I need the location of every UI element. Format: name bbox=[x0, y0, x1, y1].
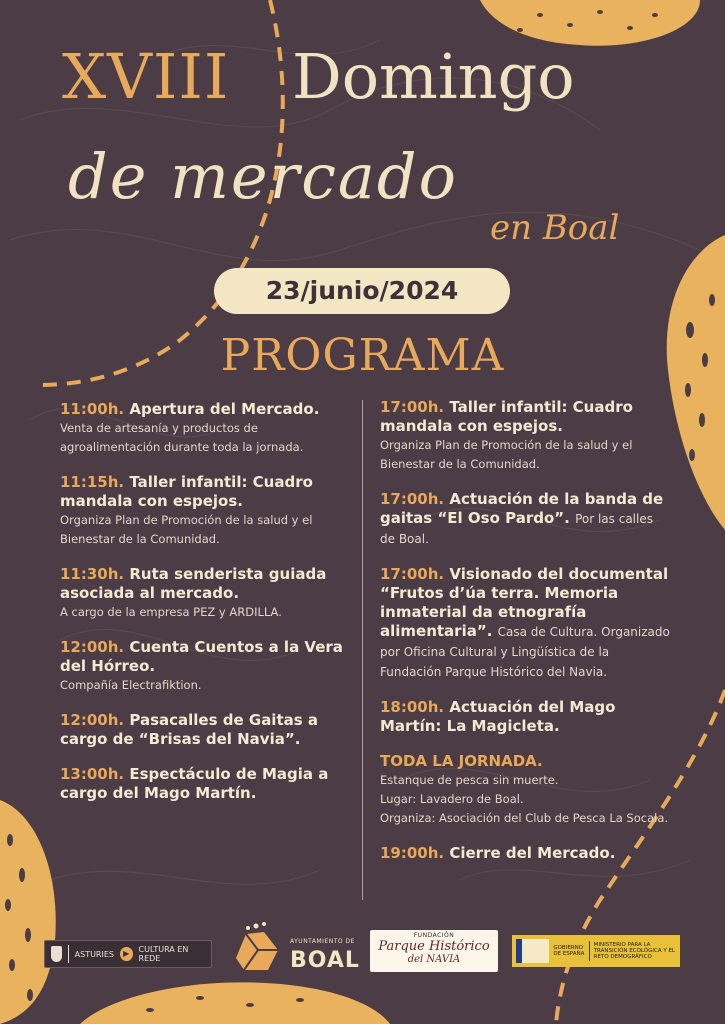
right-column bbox=[380, 398, 670, 879]
entry-description: Venta de artesanía y productos de agroalimentación durante toda la jornada. bbox=[60, 421, 304, 454]
ministerio-logo bbox=[512, 935, 680, 967]
entry-title: Ruta senderista guiada asociada al mercado. bbox=[60, 565, 327, 602]
play-icon: ▶ bbox=[120, 947, 133, 961]
divider bbox=[589, 941, 590, 961]
entry-time: 17:00h. bbox=[380, 398, 445, 416]
horreo-icon bbox=[228, 920, 288, 980]
asturies-label: ASTURIES bbox=[74, 949, 114, 959]
boal-logo bbox=[228, 920, 358, 980]
fundacion-label: FUNDACIÓN bbox=[413, 932, 455, 939]
ministerio-label: MINISTERIO PARA LA TRANSICIÓN ECOLÓGICA Y EL RETO DEMOGRÁFICO bbox=[593, 942, 675, 960]
navia-label: del NAVIA bbox=[407, 954, 461, 965]
entry-title: Espectáculo de Magia a cargo del Mago Martín. bbox=[60, 765, 329, 802]
entry-description: Lugar: Lavadero de Boal. bbox=[380, 792, 524, 806]
entry-time: 17:00h. bbox=[380, 490, 445, 508]
program-entry bbox=[380, 398, 670, 474]
entry-title: Pasacalles de Gaitas a cargo de “Brisas del Navia”. bbox=[60, 711, 319, 748]
program-entry bbox=[380, 490, 670, 549]
entry-time: 12:00h. bbox=[60, 711, 125, 729]
entry-time: 18:00h. bbox=[380, 698, 445, 716]
entry-time: 11:30h. bbox=[60, 565, 125, 583]
entry-title: Cierre del Mercado. bbox=[449, 844, 616, 862]
entry-description: Organiza Plan de Promoción de la salud y el Bienestar de la Comunidad. bbox=[60, 513, 313, 546]
entry-time: 17:00h. bbox=[380, 565, 445, 583]
title-en-boal: en Boal bbox=[490, 208, 620, 248]
program-entry bbox=[60, 765, 350, 803]
entry-title: Apertura del Mercado. bbox=[129, 400, 320, 418]
boal-wordmark: BOAL bbox=[290, 948, 360, 973]
entry-time: 13:00h. bbox=[60, 765, 125, 783]
all-day-label: TODA LA JORNADA. bbox=[380, 752, 543, 770]
entry-description: Organiza: Asociación del Club de Pesca La Socala. bbox=[380, 811, 669, 825]
program-entry bbox=[60, 638, 350, 695]
entry-description: Por las calles de Boal. bbox=[380, 512, 653, 546]
entry-time: 19:00h. bbox=[380, 844, 445, 862]
title-domingo: Domingo bbox=[292, 40, 575, 113]
entry-title: Cuenta Cuentos a la Vera del Hórreo. bbox=[60, 638, 343, 675]
divider bbox=[68, 945, 69, 963]
program-entry bbox=[60, 565, 350, 622]
entry-title: Actuación del Mago Martín: La Magicleta. bbox=[380, 698, 616, 735]
ayuntamiento-label: AYUNTAMIENTO DE bbox=[290, 938, 355, 945]
program-entry bbox=[380, 565, 670, 682]
entry-time: 12:00h. bbox=[60, 638, 125, 656]
title-script: de mercado bbox=[68, 140, 458, 213]
program-entry bbox=[60, 473, 350, 549]
program-entry bbox=[380, 844, 670, 863]
parque-historico-label: Parque Histórico bbox=[378, 939, 490, 954]
entry-description: Estanque de pesca sin muerte. bbox=[380, 773, 559, 787]
spain-emblem-icon bbox=[516, 939, 549, 963]
fundacion-logo bbox=[370, 930, 498, 972]
entry-description: Organiza Plan de Promoción de la salud y el Bienestar de la Comunidad. bbox=[380, 438, 633, 471]
coat-of-arms-icon bbox=[51, 946, 62, 962]
asturies-cultura-logo bbox=[44, 940, 212, 968]
left-column bbox=[60, 400, 350, 819]
entry-description: Casa de Cultura. Organizado por Oficina Cultural y Lingüística de la Fundación Parque Histórico del Navia. bbox=[380, 625, 670, 679]
programa-heading: PROGRAMA bbox=[220, 330, 505, 381]
program-entry bbox=[380, 698, 670, 736]
entry-description: A cargo de la empresa PEZ y ARDILLA. bbox=[60, 605, 282, 619]
date-pill: 23/junio/2024 bbox=[214, 268, 510, 314]
gobierno-label: GOBIERNO DE ESPAÑA bbox=[553, 945, 585, 957]
column-divider bbox=[362, 400, 363, 900]
cultura-label: CULTURA EN REDE bbox=[138, 945, 189, 963]
entry-title: Visionado del documental “Frutos d’úa terra. Memoria inmaterial da etnografía alimentaria”. bbox=[380, 565, 669, 640]
all-day-entry bbox=[380, 752, 670, 828]
entry-title: Taller infantil: Cuadro mandala con espejos. bbox=[60, 473, 313, 510]
title-roman-numeral: XVIII bbox=[62, 40, 230, 113]
entry-title: Taller infantil: Cuadro mandala con espejos. bbox=[380, 398, 633, 435]
entry-description: Compañía Electrafiktion. bbox=[60, 678, 202, 692]
program-entry bbox=[60, 711, 350, 749]
entry-title: Actuación de la banda de gaitas “El Oso Pardo”. bbox=[380, 490, 664, 527]
entry-time: 11:00h. bbox=[60, 400, 125, 418]
entry-time: 11:15h. bbox=[60, 473, 125, 491]
program-entry bbox=[60, 400, 350, 457]
